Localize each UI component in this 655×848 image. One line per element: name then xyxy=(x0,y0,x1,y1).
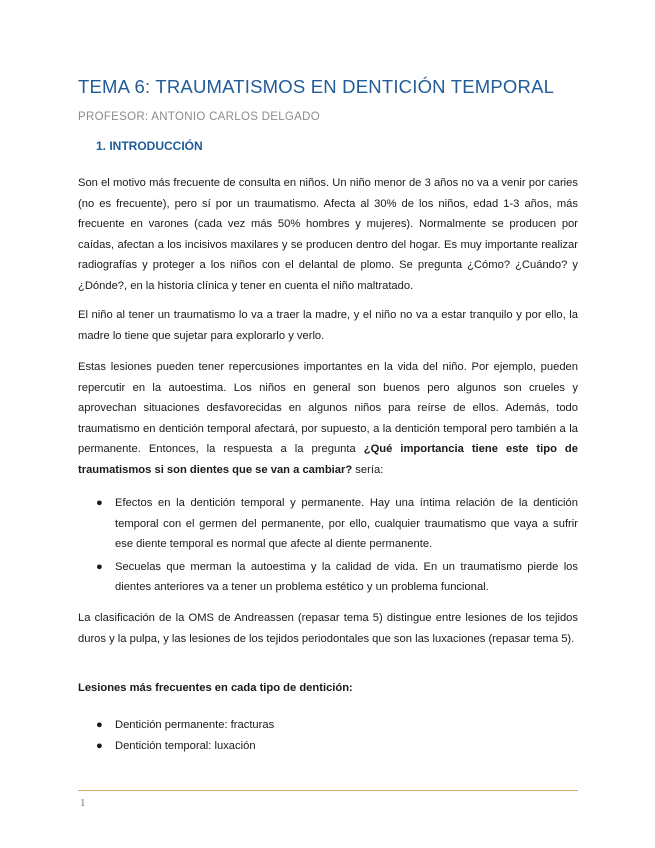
list-item xyxy=(78,736,578,757)
bullet-icon: ● xyxy=(96,560,103,573)
list-item xyxy=(78,557,578,598)
bullet-list-lesions xyxy=(78,715,578,756)
bullet-icon: ● xyxy=(96,739,103,752)
list-item xyxy=(78,493,578,555)
list-item xyxy=(78,715,578,736)
paragraph-3 xyxy=(78,357,578,480)
list-item-text: Efectos en la dentición temporal y permanente. Hay una íntima relación de la dentición temporal con el germen del permanente, por ello, cualquier traumatismo que vaya a sufrir ese diente temporal es normal que afecte al diente permanente. xyxy=(115,497,578,550)
paragraph-3-text-before: Estas lesiones pueden tener repercusiones importantes en la vida del niño. Por ejemplo, pueden repercutir en la autoestima. Los niños en general son buenos pero algunos son crueles y aprovechan situaciones desfavorecidas en algunos niños para reírse de ellos. Además, todo traumatismo en dentición temporal afectará, por supuesto, a la dentición temporal pero también a la permanente. Entonces, la respuesta a la pregunta xyxy=(78,361,578,455)
list-item-text: Dentición temporal: luxación xyxy=(115,739,256,752)
bullet-icon: ● xyxy=(96,719,103,731)
bullet-list-effects xyxy=(78,493,578,598)
page-number: 1 xyxy=(80,797,86,809)
footer-divider xyxy=(78,790,578,791)
document-title: TEMA 6: TRAUMATISMOS EN DENTICIÓN TEMPORAL xyxy=(78,76,555,97)
paragraph-2: El niño al tener un traumatismo lo va a traer la madre, y el niño no va a estar tranquilo y por ello, la madre lo tiene que sujetar para explorarlo y verlo. xyxy=(78,309,578,342)
paragraph-3-bold-question: ¿Qué importancia tiene este tipo de traumatismos si son dientes que se van a cambiar? xyxy=(78,443,578,476)
section-heading: 1. INTRODUCCIÓN xyxy=(96,139,203,153)
bullet-icon: ● xyxy=(96,497,103,509)
lesions-heading: Lesiones más frecuentes en cada tipo de dentición: xyxy=(78,682,353,694)
list-item-text: Secuelas que merman la autoestima y la calidad de vida. En un traumatismo pierde los dientes anteriores va a tener un problema estético y un problema funcional. xyxy=(115,560,578,593)
paragraph-4: La clasificación de la OMS de Andreassen (repasar tema 5) distingue entre lesiones de los tejidos duros y la pulpa, y las lesiones de los tejidos periodontales que son las luxaciones (repasar tema 5). xyxy=(78,612,578,645)
list-item-text: Dentición permanente: fracturas xyxy=(115,719,275,731)
document-subtitle: PROFESOR: ANTONIO CARLOS DELGADO xyxy=(78,111,320,123)
paragraph-1: Son el motivo más frecuente de consulta en niños. Un niño menor de 3 años no va a venir por caries (no es frecuente), pero sí por un traumatismo. Afecta al 30% de los niños, edad 1-3 años, más frecuente en varones (cada vez más 50% hombres y mujeres). Normalmente se producen por caídas, afectan a los incisivos maxilares y se producen dentro del hogar. Es muy importante realizar radiografías y proteger a los niños con el delantal de plomo. Se pregunta ¿Cómo? ¿Cuándo? y ¿Dónde?, en la historia clínica y tener en cuenta el niño maltratado. xyxy=(78,177,578,292)
paragraph-3-text-after: sería: xyxy=(352,463,384,476)
